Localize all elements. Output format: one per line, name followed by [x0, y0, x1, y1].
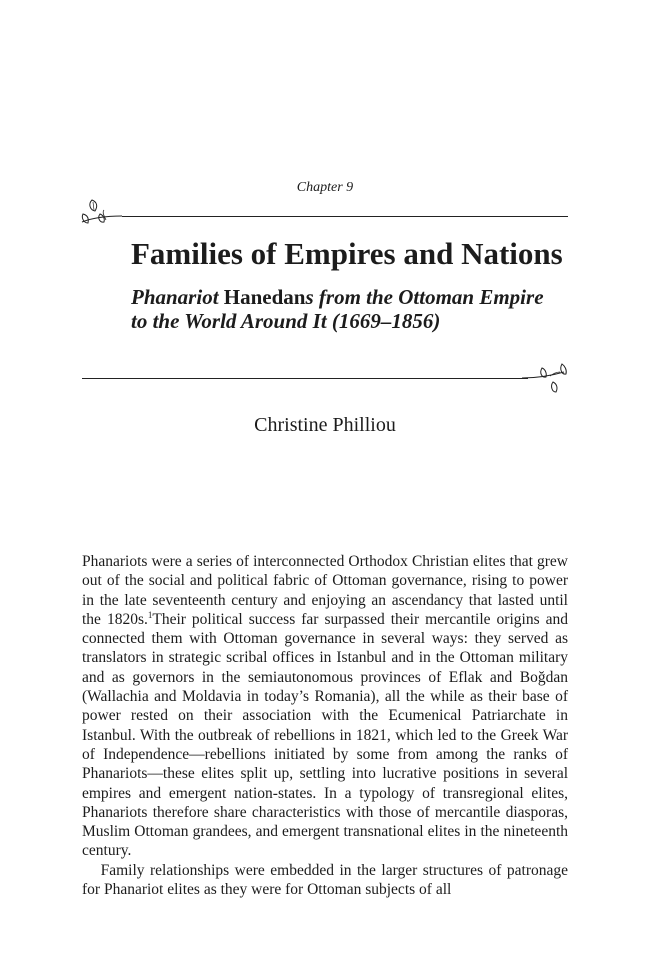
chapter-title: Families of Empires and Nations	[131, 236, 563, 271]
paragraph-1	[82, 552, 568, 861]
subtitle-part-1: Phanariot	[131, 285, 219, 309]
leaf-ornament-right-icon	[520, 358, 580, 403]
bottom-rule	[82, 378, 528, 379]
chapter-label: Chapter 9	[296, 180, 354, 195]
paragraph-2: Family relationships were embedded in the larger structures of patronage for Phanariot elites as they were for Ottoman subjects of all	[82, 861, 568, 899]
chapter-subtitle	[131, 285, 551, 333]
subtitle-part-3: s from the Ottoman Empire to the World Around It (1669–1856)	[131, 285, 544, 333]
subtitle-part-2: Hanedan	[218, 285, 306, 309]
leaf-ornament-left-icon	[78, 190, 128, 230]
paragraph-1-text-a: Phanariots were a series of interconnected Orthodox Christian elites that grew out of the social and political fabric of Ottoman governance, rising to power in the late seventeenth century and enjoying an ascendancy that lasted until the 1820s.	[82, 553, 568, 628]
footnote-marker[interactable]: 1	[147, 609, 153, 620]
body-text	[82, 552, 568, 899]
author-name: Christine Philliou	[254, 414, 396, 436]
top-rule	[122, 216, 568, 217]
paragraph-1-text-b: Their political success far surpassed their mercantile origins and connected them with Ottoman governance in several ways: they served as translators in strategic scribal offices in Istanbul and in the Ottoman military and as governors in the semiautonomous provinces of Eflak and Boğdan (Wallachia and Moldavia in today’s Romania), all the while as their base of power rested on their association with the Ecumenical Patriarchate in Istanbul. With the outbreak of rebellions in 1821, which led to the Greek War of Independence—rebellions initiated by some from among the ranks of Phanariots—these elites split up, settling into lucrative positions in several empires and emergent nation-states. In a typology of transregional elites, Phanariots therefore share characteristics with those of mercantile diasporas, Muslim Ottoman grandees, and emergent transnational elites in the nineteenth century.	[82, 610, 569, 860]
